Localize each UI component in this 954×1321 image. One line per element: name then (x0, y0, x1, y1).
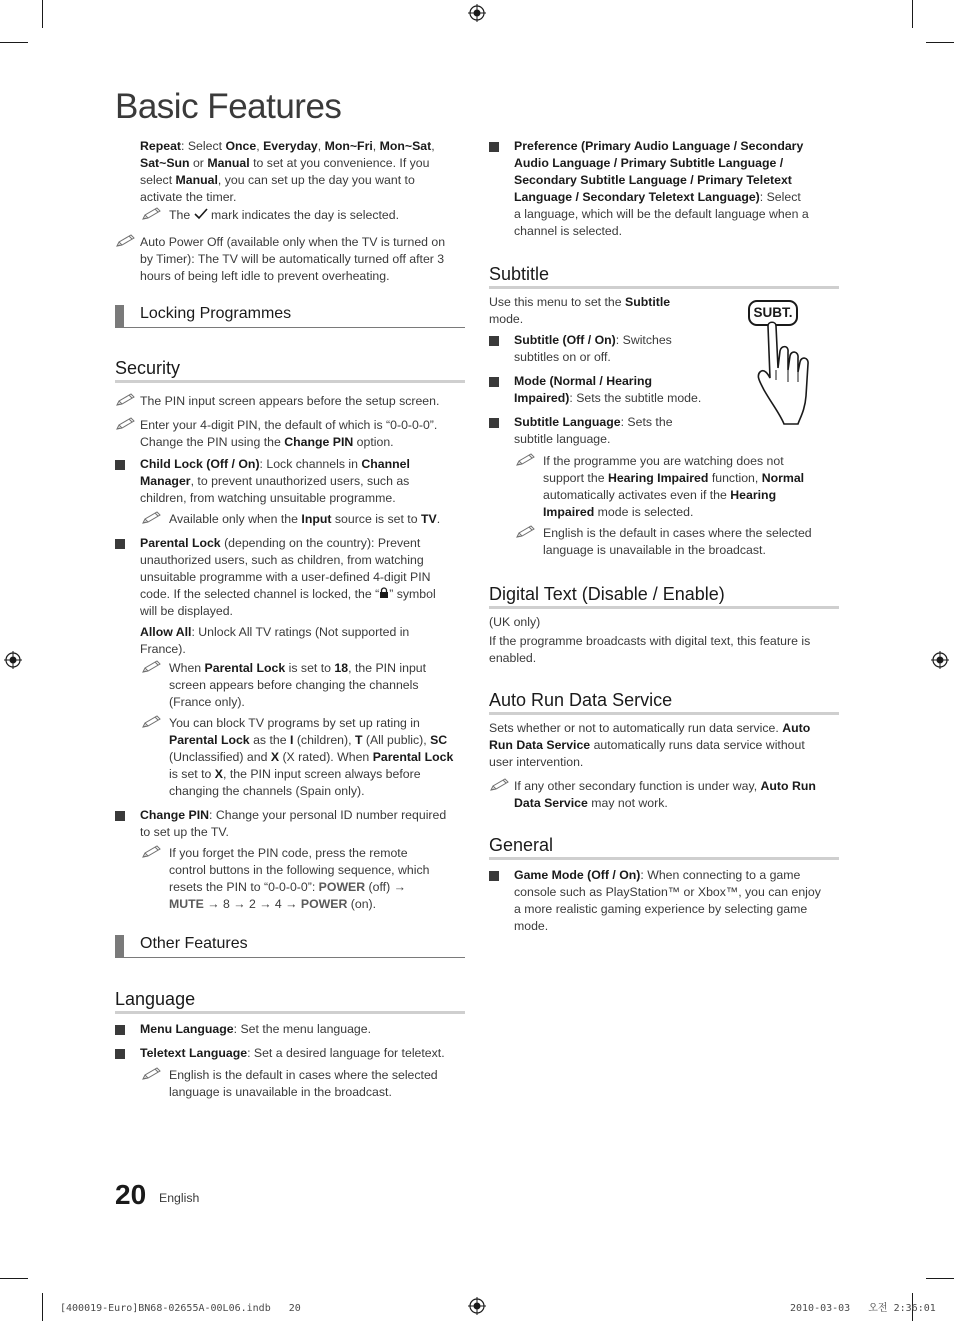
print-slug-right: 2010-03-03 오전 2:36:01 (790, 1303, 936, 1314)
bullet (115, 539, 125, 549)
print-slug-left: [400019-Euro]BN68-02655A-00L06.indb 20 (60, 1303, 301, 1314)
page-number: 20 (115, 1179, 147, 1210)
checkmark-icon (194, 208, 208, 220)
locking-programmes-heading: Locking Programmes (140, 305, 292, 322)
lock-icon (379, 587, 389, 599)
divider (489, 857, 839, 860)
subtitle-heading: Subtitle (489, 264, 550, 284)
subtitle-language-item: Subtitle Language: Sets the subtitle language. (514, 415, 673, 446)
note-pencil-icon (115, 393, 137, 407)
child-lock-note: Available only when the Input source is set to TV. (169, 512, 441, 526)
auto-run-note: If any other secondary function is under way, Auto Run Data Service may not work. (514, 779, 816, 810)
crop-mark (912, 0, 913, 28)
digital-text-heading: Digital Text (Disable / Enable) (489, 584, 725, 604)
preference-item: Preference (Primary Audio Language / Secondary Audio Language / Primary Subtitle Language / Secondary Subtitle Language / Primary Teletext Language / Secondary Teletext Language): Select a language, which will be the default language when a channel is selected. (514, 139, 809, 238)
divider (489, 606, 839, 609)
pointing-hand-icon (742, 318, 832, 430)
crop-mark (926, 42, 954, 43)
teletext-language-item: Teletext Language: Set a desired language for teletext. (140, 1046, 445, 1060)
subtitle-default-note: English is the default in cases where the selected language is unavailable in the broadcast. (543, 526, 812, 557)
security-note: The PIN input screen appears before the setup screen. (140, 394, 440, 408)
bullet (489, 377, 499, 387)
crop-mark (0, 1278, 28, 1279)
divider (489, 286, 839, 289)
parental-lock-item: Parental Lock (depending on the country): Prevent unauthorized users, such as children, from watching unsuitable programme with a user-defined 4-digit PIN code. If the selected channel is locked, the “ ” symbol will be displayed. (140, 536, 436, 618)
language-heading: Language (115, 989, 196, 1009)
checkmark-note: The mark indicates the day is selected. (169, 208, 399, 222)
note-pencil-icon (515, 525, 537, 539)
subtitle-onoff-item: Subtitle (Off / On): Switches subtitles on or off. (514, 333, 672, 364)
menu-language-item: Menu Language: Set the menu language. (140, 1022, 372, 1036)
note-pencil-icon (141, 660, 163, 674)
page-language: English (159, 1191, 200, 1205)
allow-all-text: Allow All: Unlock All TV ratings (Not supported in France). (140, 625, 410, 656)
registration-mark-icon (468, 1297, 486, 1315)
child-lock-item: Child Lock (Off / On): Lock channels in Channel Manager, to prevent unauthorized users, such as children, from watching unsuitable programme. (140, 457, 410, 505)
divider (115, 957, 465, 958)
page-title: Basic Features (115, 87, 342, 126)
section-marker (115, 935, 124, 957)
parental-lock-note-spain: You can block TV programs by set up rating in Parental Lock as the I (children), T (All public), SC (Unclassified) and X (X rated). When Parental Lock is set to X, the PIN input screen always before changing the channels (Spain only). (169, 716, 454, 798)
note-pencil-icon (489, 778, 511, 792)
bullet (489, 418, 499, 428)
bullet (489, 871, 499, 881)
bullet (489, 336, 499, 346)
divider (489, 712, 839, 715)
change-pin-item: Change PIN: Change your personal ID number required to set up the TV. (140, 808, 447, 839)
hearing-impaired-note: If the programme you are watching does not support the Hearing Impaired function, Normal automatically activates even if the Hearing Impaired mode is selected. (543, 454, 805, 519)
auto-power-off-note: Auto Power Off (available only when the TV is turned on by Timer): The TV will be automatically turned off after 3 hours of being left idle to prevent overheating. (140, 235, 446, 283)
registration-mark-icon (931, 651, 949, 669)
registration-mark-icon (4, 651, 22, 669)
section-marker (115, 305, 124, 327)
digital-text-body: (UK only) If the programme broadcasts with digital text, this feature is enabled. (489, 615, 811, 665)
bullet (115, 1049, 125, 1059)
note-pencil-icon (141, 845, 163, 859)
bullet (489, 142, 499, 152)
other-features-heading: Other Features (140, 935, 248, 952)
note-pencil-icon (141, 1067, 163, 1081)
divider (115, 327, 465, 328)
note-pencil-icon (515, 453, 537, 467)
crop-mark (42, 0, 43, 28)
security-pin-note: Enter your 4-digit PIN, the default of which is “0-0-0-0”. Change the PIN using the Change PIN option. (140, 418, 438, 449)
subtitle-mode-item: Mode (Normal / Hearing Impaired): Sets the subtitle mode. (514, 374, 702, 405)
note-pencil-icon (141, 511, 163, 525)
note-pencil-icon (115, 417, 137, 431)
bullet (115, 460, 125, 470)
crop-mark (926, 1278, 954, 1279)
note-pencil-icon (141, 207, 163, 221)
teletext-note: English is the default in cases where the selected language is unavailable in the broadcast. (169, 1068, 438, 1099)
registration-mark-icon (468, 4, 486, 22)
change-pin-note: If you forget the PIN code, press the remote control buttons in the following sequence, which resets the PIN to “0-0-0-0”: POWER (off) → MUTE → 8 → 2 → 4 → POWER (on). (169, 846, 430, 911)
auto-run-heading: Auto Run Data Service (489, 690, 673, 710)
repeat-paragraph: Repeat: Select Once, Everyday, Mon~Fri, Mon~Sat, Sat~Sun or Manual to set at you convenience. If you select Manual, you can set up the day you want to activate the timer. (140, 139, 435, 204)
parental-lock-note-france: When Parental Lock is set to 18, the PIN input screen appears before changing the channels (France only). (169, 661, 427, 709)
auto-run-body: Sets whether or not to automatically run data service. Auto Run Data Service automatically runs data service without user intervention. (489, 721, 811, 769)
crop-mark (0, 42, 28, 43)
general-heading: General (489, 835, 554, 855)
note-pencil-icon (141, 715, 163, 729)
game-mode-item: Game Mode (Off / On): When connecting to a game console such as PlayStation™ or Xbox™, you can enjoy a more realistic gaming experience by selecting game mode. (514, 868, 821, 933)
bullet (115, 811, 125, 821)
security-heading: Security (115, 358, 181, 378)
divider (115, 1011, 465, 1014)
crop-mark (42, 1293, 43, 1321)
subt-remote-button: SUBT. (748, 300, 798, 326)
bullet (115, 1025, 125, 1035)
subtitle-intro: Use this menu to set the Subtitle mode. (489, 295, 671, 326)
divider (115, 380, 465, 383)
note-pencil-icon (115, 234, 137, 248)
